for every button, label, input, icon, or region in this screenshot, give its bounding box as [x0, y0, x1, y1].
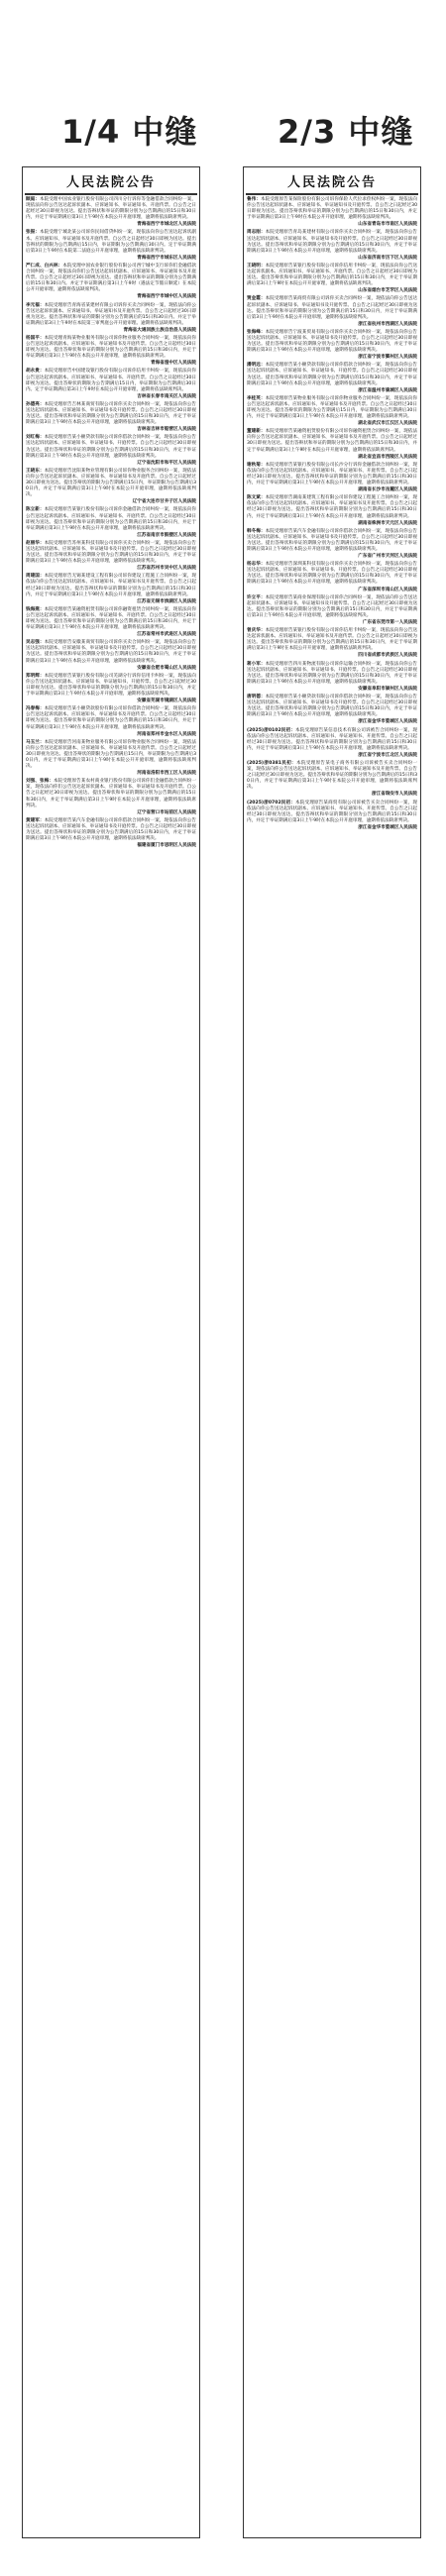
court-signature: 安徽省合肥市蜀山区人民法院 [137, 665, 196, 671]
label-right: 2/3 中缝 [278, 113, 414, 151]
court-signature: 青海省西宁市城东区人民法院 [137, 255, 196, 261]
notice-party: 孙德亮： [26, 401, 45, 407]
court-signature: 河南省郑州市金水区人民法院 [137, 731, 196, 737]
notice-text: 本院受理原告某商贸有限公司诉被告买卖合同纠纷一案，现依法向你公告送达起诉状副本、应诉通知书、举证通知书、开庭传票。自公告之日起经过30日即视为送达。提出答辩状和举证的期限分别为公告期满后的15日和30日内，并定于举证期满后第3日上午9时在本院公开开庭审理，逾期将依法缺席判决。 [247, 800, 417, 823]
notice-party: 唐明德： [247, 695, 266, 700]
court-signature: 青海省大通回族土族自治县人民法院 [123, 327, 196, 333]
court-signature: 山东省济南市历下区人民法院 [358, 255, 417, 261]
court-signature: 青海省西宁市城北区人民法院 [137, 222, 196, 228]
court-signature: 吉林省吉林市船营区人民法院 [137, 427, 196, 433]
notice-text: 本院受理原告吉林某商贸有限公司诉你买卖合同纠纷一案，现依法向你公告送达起诉状副本、应诉通知书、举证通知书及开庭传票。自公告之日起经过30日即视为送达。提出答辩状和举证的期限分别为公告期满后的15日和30日内，并定于举证期满后第3日上午9时在本院公开开庭审理，逾期将依法缺席判决。 [26, 401, 196, 426]
notice-entry [247, 801, 417, 824]
notice-entry [247, 296, 417, 320]
court-signature: 广东省东莞市第一人民法院 [362, 620, 417, 625]
notice-text: 本院受理原告某小额贷款股份有限公司诉你借款合同纠纷一案，现依法向你公告送达起诉状副本、应诉通知书、举证通知书及开庭传票。自公告之日起经过30日即视为送达。提出答辩状和举证的期限分别为公告期满后的15日和30日内，并定于举证期满后第3日上午9时在本院公开开庭审理，逾期将依法缺席判决。 [26, 706, 196, 730]
court-signature: 湖南省株洲市天元区人民法院 [358, 520, 417, 526]
notice-text: 本院受理原告某小额贷款有限公司诉你借款合同纠纷一案，现依法向你公告送达起诉状副本、应诉通知书、举证通知书、开庭传票。自公告之日起经过30日即视为送达。提出答辩状和举证的期限分别为公告期满后的15日和30日内，并定于举证期满后第3日上午9时在本院公开开庭审理，逾期将依法缺席判决。 [247, 363, 417, 386]
notice-entry [247, 363, 417, 386]
court-signature: 湖北省武汉市江汉区人民法院 [358, 421, 417, 427]
notice-entry [26, 541, 196, 565]
notice-party: 冯春梅： [26, 706, 45, 712]
court-signature: 江苏省无锡市滨湖区人民法院 [137, 598, 196, 604]
notice-party: 吴志强： [26, 640, 45, 646]
notice-text: 本院受理宁城北某公司诉你民间借贷纠纷一案，现依法向你公告送达起诉状副本、应诉通知书、举证通知书及开庭传票。自公告之日起经过30日即视为送达。提出答辩状的期限为公告期满后15日内，举证期限为公告期满后30日内。定于举证期满后第3日上午9时在本院第二法庭公开开庭审理，逾期将依法缺席判决。 [26, 230, 196, 254]
court-signature: 广东省广州市天河区人民法院 [358, 554, 417, 560]
notice-text: 本院受理原告某银行股份有限公司诉你金融借款合同纠纷一案，现依法向你公告送达起诉状副本、应诉通知书、举证通知书、开庭传票。自公告之日起经过30日即视为送达。提出答辩状和举证的期限分别为公告期满后的15日和30日内，并定于举证期满后第3日上午9时在本院公开开庭审理，逾期将依法缺席判决。 [26, 507, 196, 531]
notice-entry [26, 674, 196, 698]
notice-text: 本院受理原告某银行股份有限公司芜湖分行诉你信用卡纠纷一案，现依法向你公告送达起诉状副本、应诉通知书、举证通知书、开庭传票。自公告之日起经过30日即视为送达。提出答辩状和举证的期限分别为公告期满后的15日和30日内，并定于举证期满后第3日上午9时在本院公开开庭审理，逾期将依法缺席判决。 [26, 673, 196, 698]
notice-text: 本院受理原告沈阳某物业管理有限公司诉你物业服务合同纠纷一案，现依法向你公告送达起诉状副本、应诉通知书、举证通知书及开庭传票。自公告之日起经过30日即视为送达。提出答辩状的期限为公告期满后15日内，举证期限为公告期满后30日内，并定于举证期满后第3日上午9时在本院公开开庭审理，逾期将依法缺席判决。 [26, 468, 196, 498]
notice-entry [26, 303, 196, 327]
notice-entry [247, 529, 417, 553]
court-signature: 江苏省苏州市吴中区人民法院 [137, 566, 196, 572]
court-signature: 浙江省金华市婺城区人民法院 [358, 719, 417, 725]
court-signature: 四川省成都市武侯区人民法院 [358, 653, 417, 659]
notice-text: 本院受理原告某商业保理有限公司诉你合同纠纷一案，现依法向你公告送达起诉状副本、应诉通知书、举证通知书及开庭传票。自公告之日起经过30日即视为送达。提出答辩状和举证的期限分别为公告期满后的15日和30日内，并定于举证期满后第3日上午9时在本院公开开庭审理，逾期将依法缺席判决。 [247, 594, 417, 618]
notice-text: 本院受理原告某银行股份有限公司长沙分行诉你金融借款合同纠纷一案，现依法向你公告送达起诉状副本、应诉通知书、举证通知书、开庭传票。自公告之日起经过30日即视为送达。提出答辩状和举证的期限分别为公告期满后的15日和30日内，并定于举证期满后第3日上午9时在本院公开开庭审理，逾期将依法缺席判决。 [247, 462, 417, 486]
notice-text: 本院受理原告某电子商务有限公司诉被告买卖合同纠纷一案，现依法向你公告送达起诉状副本、应诉通知书、举证通知书及开庭传票。自公告之日起经过30日即视为送达。提出答辩状和举证的期限分别为公告期满后的15日和30日内，并定于举证期满后第3日上午9时在本院公开开庭审理，逾期将依法缺席判决。 [247, 760, 417, 791]
notice-entry [26, 507, 196, 531]
column-header: 人民法院公告 [25, 167, 197, 195]
court-signature: 河南省洛阳市西工区人民法院 [137, 771, 196, 777]
court-signature: 青海省湟中区人民法院 [151, 361, 196, 367]
notice-text: 本院受理原告宁波某贸易有限公司诉你买卖合同纠纷一案，现依法向你公告送达起诉状副本、应诉通知书、举证通知书及开庭传票。自公告之日起经过30日即视为送达。提出答辩状和举证的期限分别为公告期满后的15日和30日内，并定于举证期满后第3日上午9时在本院公开开庭审理，逾期将依法缺席判决。 [247, 329, 417, 354]
notice-text: 本院受理原告某融资租赁有限公司诉你融资租赁合同纠纷一案，现依法向你公告送达起诉状副本、应诉通知书、举证通知书、开庭传票。自公告之日起经过30日即视为送达。提出答辩状和举证的期限分别为公告期满后的15日和30日内，并定于举证期满后第3日上午9时在本院公开开庭审理，逾期将依法缺席判决。 [26, 606, 196, 631]
notice-column-right [243, 166, 421, 2538]
notice-party: 李元福： [26, 302, 45, 308]
notice-text: 本院受理原告安徽某商贸有限公司诉你买卖合同纠纷一案，现依法向你公告送达起诉状副本、应诉通知书、举证通知书及开庭传票。自公告之日起经过30日即视为送达。提出答辩状和举证的期限分别为公告期满后的15日和30日内，并定于举证期满后第3日上午9时在本院公开开庭审理，逾期将依法缺席判决。 [26, 640, 196, 664]
notice-party: 李桂英： [247, 395, 266, 401]
notice-text: 本院受理原告某信息技术有限公司诉被告合同纠纷一案，现依法向你公告送达起诉状副本、应诉通知书、举证通知书、开庭传票。自公告之日起经过30日即视为送达。提出答辩状和举证的期限分别为公告期满后的15日和30日内，并定于举证期满后第3日上午9时在本院公开开庭审理，逾期将依法缺席判决。 [247, 727, 417, 751]
notice-party: (2025)浙0381民初： [247, 760, 296, 766]
notice-party: 张海峰： [247, 329, 266, 335]
notice-text: 本院受理原告某农村商业银行股份有限公司诉你们金融借款合同纠纷一案，现依法向你们公告送达起诉状副本、应诉通知书、举证通知书及开庭传票。自公告之日起经过30日即视为送达。提出答辩状和举证的期限分别为公告期满后的15日和30日内，并定于举证期满后第3日上午9时在本院公开开庭审理，逾期将依法缺席判决。 [26, 779, 196, 808]
notice-party: 周建国： [26, 574, 45, 580]
notice-entry [26, 740, 196, 770]
notice-text: 本院受理原告某汽车金融有限公司诉你借款合同纠纷一案，现依法向你公告送达起诉状副本、应诉通知书、举证通知书及开庭传票。自公告之日起经过30日即视为送达。提出答辩状和举证的期限分别为公告期满后的15日和30日内，并定于举证期满后第3日上午9时在本院公开开庭审理，逾期将依法缺席判决。 [26, 817, 196, 842]
notice-party: 陈文斌： [247, 495, 266, 501]
notice-text: 本院受理原告某融资租赁股份有限公司诉你融资租赁合同纠纷一案，现依法向你公告送达起诉状副本、应诉通知书、举证通知书及开庭传票。自公告之日起经过30日即视为送达。提出答辩状和举证的期限分别为公告期满后的15日和30日内，并定于举证期满后第3日上午9时在本院公开开庭审理，逾期将依法缺席判决。 [247, 429, 417, 453]
notice-entry [26, 607, 196, 631]
notice-entry [247, 463, 417, 486]
notice-text: 本院受理原告某物业服务有限公司诉你物业服务合同纠纷一案，现依法向你公告送达起诉状副本、应诉通知书、举证通知书及开庭传票。自公告之日起经过30日即视为送达。提出答辩状的期限为公告期满后15日内，举证期限为公告期满后30日内，并定于举证期满后第3日上午9时在本院公开开庭审理，逾期将依法缺席判决。 [247, 395, 417, 420]
court-signature: 湖南省长沙市岳麓区人民法院 [358, 487, 417, 493]
notice-entry [26, 336, 196, 360]
court-signature: 青海省西宁市城中区人民法院 [137, 294, 196, 300]
notice-entry [26, 779, 196, 808]
notice-text: 本院受理青海某物业服务有限公司诉你物业服务合同纠纷一案，现依法向你公告送达起诉状副本、应诉通知书、举证通知书及开庭传票。自公告之日起经过30日即视为送达。提出答辩状和举证的期限分别为公告期满后的15日和30日内，并定于举证期满后第3日上午9时在本院公开开庭审理，逾期将依法缺席判决。 [26, 335, 196, 360]
notice-entry [26, 706, 196, 730]
notice-party: (2025)浙0702民初： [247, 800, 295, 805]
label-left: 1/4 中缝 [61, 113, 198, 151]
notice-party: 王晓明： [247, 263, 266, 268]
notice-entry [247, 495, 417, 519]
court-signature: 浙江省温州市鹿城区人民法院 [358, 387, 417, 393]
court-signature: 江苏省常州市武进区人民法院 [137, 632, 196, 638]
notice-party: 黄建军： [26, 817, 45, 823]
notice-text: 本院受理原告某商贸有限公司诉你买卖合同纠纷一案，现依法向你公告送达起诉状副本、应诉通知书、举证通知书及开庭传票。自公告之日起经过30日即视为送达。提出答辩状和举证的期限分别为公告期满后的15日和30日内，并定于举证期满后第3日上午9时在本院公开开庭审理，逾期将依法缺席判决。 [247, 296, 417, 320]
notice-entry [247, 562, 417, 586]
notice-party: 杨国平： [26, 335, 45, 341]
notice-party: (2025)浙0102民初： [247, 727, 295, 733]
notice-text: 本院受理原告某小额贷款有限公司诉你借款合同纠纷一案，现依法向你公告送达起诉状副本、应诉通知书、举证通知书、开庭传票。自公告之日起经过30日即视为送达。提出答辩状和举证的期限分别为公告期满后的15日和30日内，并定于举证期满后第3日上午9时在本院公开开庭审理，逾期将依法缺席判决。 [26, 435, 196, 459]
notice-text: 本院受理原告四川某物流有限公司诉你运输合同纠纷一案，现依法向你公告送达起诉状副本、应诉通知书、举证通知书、开庭传票。自公告之日起经过30日即视为送达。提出答辩状和举证的期限分别为公告期满后的15日和30日内，并定于举证期满后第3日上午9时在本院公开开庭审理，逾期将依法缺席判决。 [247, 661, 417, 685]
notice-entry [247, 595, 417, 619]
notice-entry [26, 369, 196, 392]
notice-text: 本院受理中国农业银行股份有限公司四川分行诉你等金融借款合同纠纷一案，现依法向你公告送达起诉状副本、应诉通知书、举证通知书、开庭传票。自公告之日起经过30日即视为送达。提出答辩状和举证的期限分别为公告期满后的15日和30日内，并定于举证期满后第3日上午9时在本院公开开庭审理，逾期将依法缺席判决。 [26, 197, 196, 221]
notice-party: 谢秋菊： [247, 462, 266, 468]
notice-text: 本院受理原告某银行股份有限公司诉你信用卡纠纷一案，现依法向你公告送达起诉状副本、应诉通知书、举证通知书、开庭传票。自公告之日起经过30日即视为送达。提出答辩状和举证的期限分别为公告期满后的15日和30日内，并定于举证期满后第3日上午9时在本院公开开庭审理，逾期将依法缺席判决。 [247, 263, 417, 287]
notice-entry [247, 396, 417, 420]
notice-party: 严仁成、白兴林： [26, 263, 63, 268]
notice-party: 周志刚： [247, 230, 266, 236]
court-signature: 山东省烟台市芝罘区人民法院 [358, 288, 417, 294]
court-signature: 广东省深圳市南山区人民法院 [358, 587, 417, 592]
notice-party: 董建新： [247, 429, 266, 435]
notice-entry [247, 628, 417, 652]
court-signature: 辽宁省沈阳市和平区人民法院 [137, 460, 196, 466]
notice-party: 蒋小军： [247, 661, 266, 667]
notice-party: 潘明远： [247, 363, 266, 369]
court-signature: 山东省青岛市市南区人民法院 [358, 222, 417, 228]
notice-party: 郑明辉： [26, 673, 45, 679]
court-signature: 浙江省杭州市西湖区人民法院 [358, 321, 417, 327]
notice-entry [247, 330, 417, 354]
notice-entry [26, 435, 196, 459]
notice-text: 本院受理原告青海省某建材有限公司诉你买卖合同纠纷一案，现依法向你公告送达起诉状副本、应诉通知书、举证通知书及开庭传票。自公告之日起经过30日即视为送达。提出答辩状和举证的期限分别为公告期满后的15日和30日内。并定于举证期满后第3日上午9时在本院第三审判庭公开开庭审理。逾期将依法缺席判决。 [26, 302, 196, 326]
court-signature: 浙江省金华市婺城区人民法院 [358, 824, 417, 830]
notice-party: 韩冬梅： [247, 528, 266, 534]
notice-party: 王晓东： [26, 468, 45, 474]
notice-party: 钱海燕： [26, 606, 45, 612]
notice-text: 本院受理原告某银行股份有限公司诉你信用卡纠纷一案，现依法向你公告送达起诉状副本、应诉通知书、举证通知书及开庭传票。自公告之日起经过30日即视为送达。提出答辩状和举证的期限分别为公告期满后的15日和30日内，并定于举证期满后第3日上午9时在本院公开开庭审理，逾期将依法缺席判决。 [247, 628, 417, 652]
notice-party: 马玉兰： [26, 739, 45, 745]
notice-party: 贾金霞： [247, 296, 266, 302]
court-signature: 江苏省南京市鼓楼区人民法院 [137, 532, 196, 538]
notice-text: 本院受理原告深圳某科技有限公司诉你买卖合同纠纷一案，现依法向你公告送达起诉状副本、应诉通知书、举证通知书、开庭传票。自公告之日起经过30日即视为送达。提出答辩状和举证的期限分别为公告期满后的15日和30日内，并定于举证期满后第3日上午9时在本院公开开庭审理，逾期将依法缺席判决。 [247, 562, 417, 586]
notice-party: 陈立新： [26, 507, 45, 513]
notice-entry [247, 695, 417, 718]
notice-text: 本院受理原告某保险股份有限公司诉你保险人代位求偿权纠纷一案，现依法向你公告送达起诉状副本、应诉通知书、举证通知书及开庭传票。自公告之日起经过30日即视为送达。提出答辩状和举证的期限分别为公告期满后的15日和30日内，并定于举证期满后第3日上午9时在本院公开开庭审理，逾期将依法缺席判决。 [247, 197, 417, 221]
notice-text: 本院受理原告某小额贷款有限公司诉你借款合同纠纷一案，现依法向你公告送达起诉状副本、应诉通知书、举证通知书及开庭传票。自公告之日起经过30日即视为送达。提出答辩状和举证的期限分别为公告期满后的15日和30日内，并定于举证期满后第3日上午9时在本院公开开庭审理，逾期将依法缺席判决。 [247, 695, 417, 718]
notice-entry [26, 640, 196, 664]
court-signature: 浙江省宁波市鄞州区人民法院 [358, 355, 417, 361]
notice-party: 许立平： [247, 594, 266, 600]
notice-text: 本院受理原告某汽车金融有限公司诉你借款合同纠纷一案，现依法向你公告送达起诉状副本、应诉通知书、举证通知书及开庭传票。自公告之日起经过30日即视为送达。提出答辩状和举证的期限分别为公告期满后的15日和30日内，并定于举证期满后第3日上午9时在本院公开开庭审理，逾期将依法缺席判决。 [247, 528, 417, 552]
notice-text: 本院受理原告河南某物业服务有限公司诉你物业服务合同纠纷一案，现依法向你公告送达起诉状副本、应诉通知书、举证通知书及开庭传票。自公告之日起经过30日即视为送达。提出答辩状的期限为公告期满后15日内，举证期限为公告期满后30日内，并定于举证期满后第3日上午9时在本院公开开庭审理，逾期将依法缺席判决。 [26, 739, 196, 770]
column-body [23, 195, 199, 849]
notice-party: 鲁伟： [247, 197, 261, 202]
court-signature: 湖北省宜昌市西陵区人民法院 [358, 454, 417, 460]
court-signature: 吉林省长春市南关区人民法院 [137, 393, 196, 399]
notice-text: 本院受理原告青岛某建材有限公司诉你买卖合同纠纷一案，现依法向你公告送达起诉状副本、应诉通知书、举证通知书及开庭传票。自公告之日起经过30日即视为送达。提出答辩状和举证的期限分别为公告期满后的15日和30日内，并定于举证期满后第3日上午9时在本院公开开庭审理，逾期将依法缺席判决。 [247, 230, 417, 254]
column-header: 人民法院公告 [246, 167, 418, 195]
court-signature: 浙江省宁波市江北区人民法院 [358, 752, 417, 758]
court-signature: 辽宁省大连市甘井子区人民法院 [132, 499, 196, 505]
notice-party: 张振： [26, 230, 40, 236]
court-signature: 辽宁省营口市站前区人民法院 [137, 809, 196, 815]
notice-entry [247, 429, 417, 453]
notice-entry [26, 197, 196, 221]
notice-party: 杨志华： [247, 562, 266, 568]
notice-entry [247, 197, 417, 221]
notice-text: 本院受理原告湖南某建筑工程有限公司诉你建设工程施工合同纠纷一案，现依法向你公告送达起诉状副本、应诉通知书、举证通知书及开庭传票。自公告之日起经过30日即视为送达。提出答辩状和举证的期限分别为公告期满后的15日和30日内，并定于举证期满后第3日上午9时在本院公开开庭审理，逾期将依法缺席判决。 [247, 495, 417, 519]
court-signature: 福建省厦门市思明区人民法院 [137, 843, 196, 849]
notice-entry [26, 574, 196, 597]
notice-text: 本院受理中国农业银行股份有限公司西宁城中支行诉你们金融借款合同纠纷一案，现依法向你们公告送达起诉状副本、应诉通知书、举证通知书及开庭传票。自公告之日起经过30日即视为送达。提出答辩状和举证的期限分别为公告期满后的15日和30日内。并定于举证期满后第3日上午9时（遇法定节假日顺延）在本院公开开庭审理，逾期将依法缺席判决。 [26, 263, 196, 293]
notice-entry [26, 818, 196, 842]
court-signature: 安徽省芜湖市镜湖区人民法院 [137, 698, 196, 704]
notice-entry [247, 761, 417, 791]
notice-entry [247, 230, 417, 254]
notice-entry [26, 469, 196, 498]
notice-entry [247, 264, 417, 287]
notice-entry [26, 264, 196, 293]
notice-text: 本院受理原告苏州某科技有限公司诉你买卖合同纠纷一案，现依法向你公告送达起诉状副本、应诉通知书、举证通知书及开庭传票。自公告之日起经过30日即视为送达。提出答辩状和举证的期限分别为公告期满后的15日和30日内，并定于举证期满后第3日上午9时在本院公开开庭审理，逾期将依法缺席判决。 [26, 540, 196, 565]
notice-entry [247, 662, 417, 686]
notice-party: 赵丽华： [26, 540, 45, 546]
notice-text: 本院受理原告无锡某建设工程有限公司诉你建设工程施工合同纠纷一案，现依法向你公告送达起诉状副本、应诉通知书、举证通知书及开庭传票。自公告之日起经过30日即视为送达。提出答辩状和举证的期限分别为公告期满后的15日和30日内，并定于举证期满后第3日上午9时在本院公开开庭审理，逾期将依法缺席判决。 [26, 574, 196, 597]
notice-entry [26, 230, 196, 254]
notice-column-left [22, 166, 200, 2538]
notice-entry [26, 402, 196, 426]
notice-text: 本院受理原告中国建设银行股份有限公司诉你信用卡纠纷一案，现依法向你公告送达起诉状副本、应诉通知书、举证通知书、开庭传票。自公告之日起经过30日即视为送达。提出答辩状的期限为公告期满后15日内，举证期限为公告期满后30日内。定于举证期满后第3日上午9时在本院公开开庭审理，逾期将依法缺席判决。 [26, 369, 196, 392]
notice-party: 顾庭： [26, 197, 40, 202]
notice-party: 胡永贵： [26, 369, 45, 375]
court-signature: 浙江省瑞安市人民法院 [372, 792, 417, 798]
notice-party: 刘强、张梅： [26, 779, 54, 785]
notice-party: 曾庆华： [247, 628, 266, 634]
notice-party: 刘红梅： [26, 435, 45, 441]
court-signature: 安徽省阜阳市颍州区人民法院 [358, 686, 417, 692]
column-body [244, 195, 420, 831]
notice-entry [247, 728, 417, 752]
